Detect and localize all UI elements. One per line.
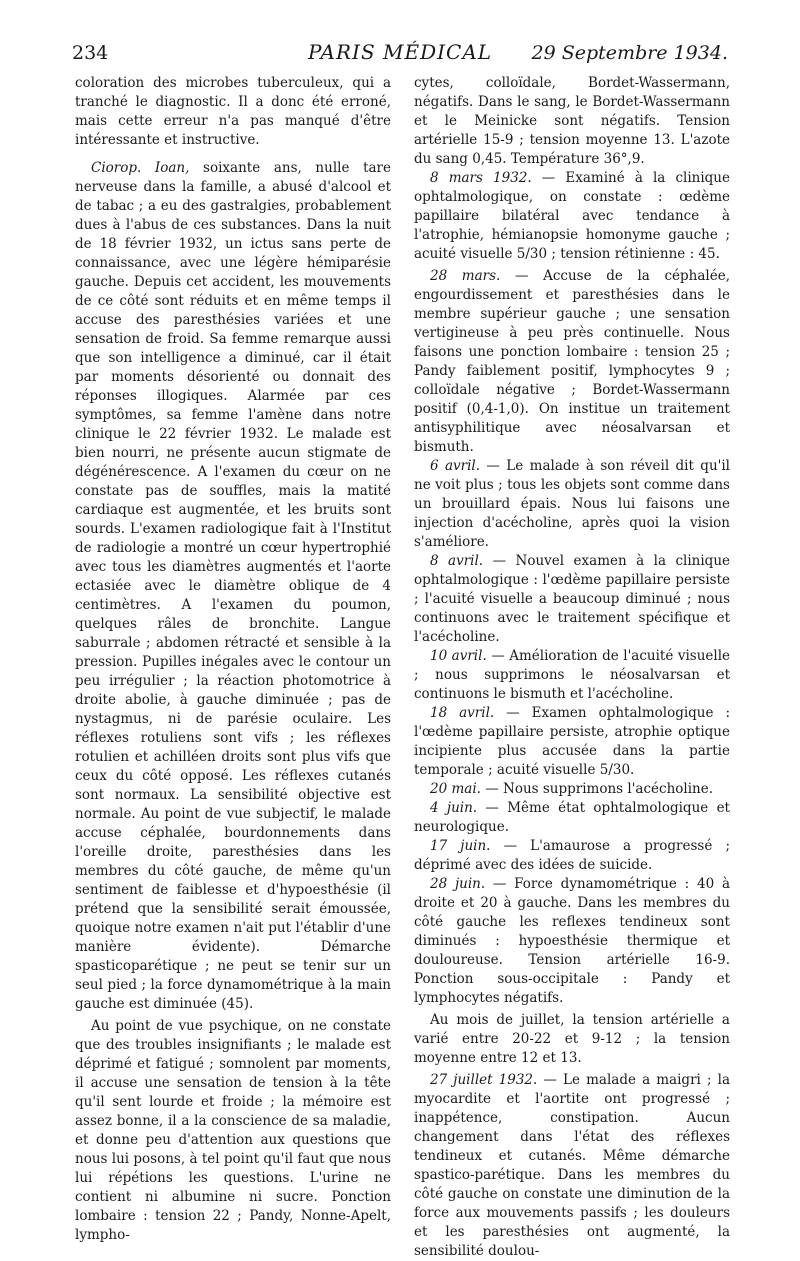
entry-text: — Le malade à son réveil dit qu'il ne voit plus ; tous les objets sont comme dans un brouillard épais. Nous lui faisons une injection d'acécholine, après quoi la vision s'améliore. <box>414 458 730 550</box>
entry-date: 18 avril. <box>430 705 495 721</box>
left-column <box>75 74 391 1245</box>
entry-text: — Même état ophtalmologique et neurologique. <box>414 800 730 835</box>
page-number: 234 <box>72 42 109 64</box>
entry-4-juin <box>414 799 730 837</box>
right-column <box>414 74 730 1261</box>
entry-text: — Force dynamométrique : 40 à droite et 20 à gauche. Dans les membres du côté gauche les reflexes tendineux sont diminués : hypoesthésie thermique et douloureuse. Tension artérielle 16-9. Ponction sous-occipitale : Pandy et lymphocytes négatifs. <box>414 876 730 1006</box>
entry-28-mars <box>414 267 730 457</box>
entry-date: 6 avril. <box>430 458 481 474</box>
page-header <box>72 38 728 72</box>
entry-date: 28 juin. <box>430 876 486 892</box>
issue-date: 29 Septembre 1934. <box>531 42 728 64</box>
entry-date: 17 juin. <box>430 838 491 854</box>
entry-text: — Examiné à la clinique ophtalmologique, on constate : œdème papillaire bilatéral avec tendance à l'atrophie, hémianopsie homonyme gauche ; acuité visuelle 5/30 ; tension rétinienne : 45. <box>414 170 730 262</box>
entry-date: 20 mai. <box>430 781 481 797</box>
entry-date: 28 mars. <box>430 268 501 284</box>
case-text: soixante ans, nulle tare nerveuse dans la famille, a abusé d'alcool et de tabac ; a eu des gastralgies, probablement dues à l'abus de ces substances. Dans la nuit de 18 février 1932, un ictus sans perte de connaissance, avec une légère hémiparésie gauche. Depuis cet accident, les mouvements de ce côté sont réduits et en même temps il accuse des paresthésies variées et une sensation de froid. Sa femme remarque aussi que son intelligence a diminué, car il était par moments désorienté ou donnait des réponses illogiques. Alarmée par ces symptômes, sa femme l'amène dans notre clinique le 22 février 1932. Le malade est bien nourri, ne présente aucun stigmate de dégénérescence. A l'examen du cœur on ne constate pas de souffles, mais la matité cardiaque est augmentée, et les bruits sont sourds. L'examen radiologique fait à l'Institut de radiologie a montré un cœur hypertrophié avec tous les diamètres augmentés et l'aorte ectasiée avec le diamètre oblique de 4 centimètres. A l'examen du poumon, quelques râles de bronchite. Langue saburrale ; abdomen rétracté et sensible à la pression. Pupilles inégales avec le contour un peu irrégulier ; la réaction photomotrice à droite abolie, à gauche diminuée ; pas de nystagmus, ni de parésie oculaire. Les réflexes rotuliens sont vifs ; les réflexes rotulien et achilléen droits sont plus vifs que ceux du côté opposé. Les réflexes cutanés sont normaux. La sensibilité objective est normale. Au point de vue subjectif, le malade accuse céphalée, bourdonnements dans l'oreille droite, paresthésies dans les membres du côté gauche, de même qu'un sentiment de faiblesse et d'hypoesthésie (il prétend que la sensibilité serait émoussée, quoique notre examen n'ait put l'établir d'une manière évidente). Démarche spasticoparétique ; ne peut se tenir sur un seul pied ; la force dynamométrique à la main gauche est diminuée (45). <box>75 160 391 1012</box>
paragraph-continuation: cytes, colloïdale, Bordet-Wassermann, négatifs. Dans le sang, le Bordet-Wassermann et le Meinicke sont négatifs. Tension artérielle 15-9 ; tension moyenne 13. L'azote du sang 0,45. Température 36°,9. <box>414 75 730 167</box>
paragraph-juillet: Au mois de juillet, la tension artérielle a varié entre 20-22 et 9-12 ; la tension moyenne entre 12 et 13. <box>414 1012 730 1066</box>
journal-title: PARIS MÉDICAL <box>307 40 493 64</box>
entry-28-juin <box>414 875 730 1008</box>
entry-17-juin <box>414 837 730 875</box>
paragraph-psychic: Au point de vue psychique, on ne constate que des troubles insignifiants ; le malade est déprimé et fatigué ; somnolent par moments, il accuse une sensation de tension à la tête qu'il sent lourde et froide ; la mémoire est assez bonne, il a la conscience de sa maladie, et donne peu d'attention aux questions que nous lui posons, à tel point qu'il faut que nous lui répétions les questions. L'urine ne contient ni albumine ni sucre. Ponction lombaire : tension 22 ; Pandy, Nonne-Apelt, lympho- <box>75 1018 391 1243</box>
entry-text: — Amélioration de l'acuité visuelle ; nous supprimons le néosalvarsan et continuons le bismuth et l'acécholine. <box>414 648 731 702</box>
entry-text: — Examen ophtalmologique : l'œdème papillaire persiste, atrophie optique incipiente plus accusée dans la partie temporale ; acuité visuelle 5/30. <box>414 705 730 778</box>
entry-date: 8 avril. <box>430 553 484 569</box>
entry-date: 10 avril. <box>430 648 487 664</box>
entry-18-avril <box>414 704 730 780</box>
entry-8-mars <box>414 169 730 264</box>
entry-27-juillet <box>414 1071 730 1261</box>
entry-text: — Nouvel examen à la clinique ophtalmologique : l'œdème papillaire persiste ; l'acuité visuelle a beaucoup diminué ; nous continuons avec le traitement spécifique et l'acécholine. <box>414 553 731 645</box>
entry-text: — Nous supprimons l'acécholine. <box>480 781 714 797</box>
entry-6-avril <box>414 457 730 552</box>
entry-date: 27 juillet 1932. <box>430 1072 538 1088</box>
entry-text: — Le malade a maigri ; la myocardite et l'aortite ont progressé ; inappétence, constipation. Aucun changement dans l'état des réflexes tendineux et cutanés. Même démarche spastico-parétique. Dans les membres du côté gauche on constate une diminution de la force aux mouvements passifs ; les douleurs et les paresthésies ont augmenté, la sensibilité doulou- <box>414 1072 730 1259</box>
entry-text: — Accuse de la céphalée, engourdissement et paresthésies dans le membre supérieur gauche ; une sensation vertigineuse à peu près continuelle. Nous faisons une ponction lombaire : tension 25 ; Pandy faiblement positif, lymphocytes 9 ; colloïdale négative ; Bordet-Wassermann positif (0,4-1,0). On institue un traitement antisyphilitique avec néosalvarsan et bismuth. <box>414 268 730 455</box>
entry-8-avril <box>414 552 730 647</box>
entry-text: — L'amaurose a progressé ; déprimé avec des idées de suicide. <box>414 838 730 873</box>
patient-name: Ciorop. Ioan, <box>91 160 190 176</box>
entry-10-avril <box>414 647 730 704</box>
entry-20-mai <box>414 780 730 799</box>
entry-date: 4 juin. <box>430 800 478 816</box>
paragraph-intro: coloration des microbes tuberculeux, qui a tranché le diagnostic. Il a donc été erroné, mais cette erreur n'a pas manqué d'être intéressante et instructive. <box>75 75 391 148</box>
paragraph-case <box>75 159 391 1014</box>
entry-date: 8 mars 1932. <box>430 170 532 186</box>
